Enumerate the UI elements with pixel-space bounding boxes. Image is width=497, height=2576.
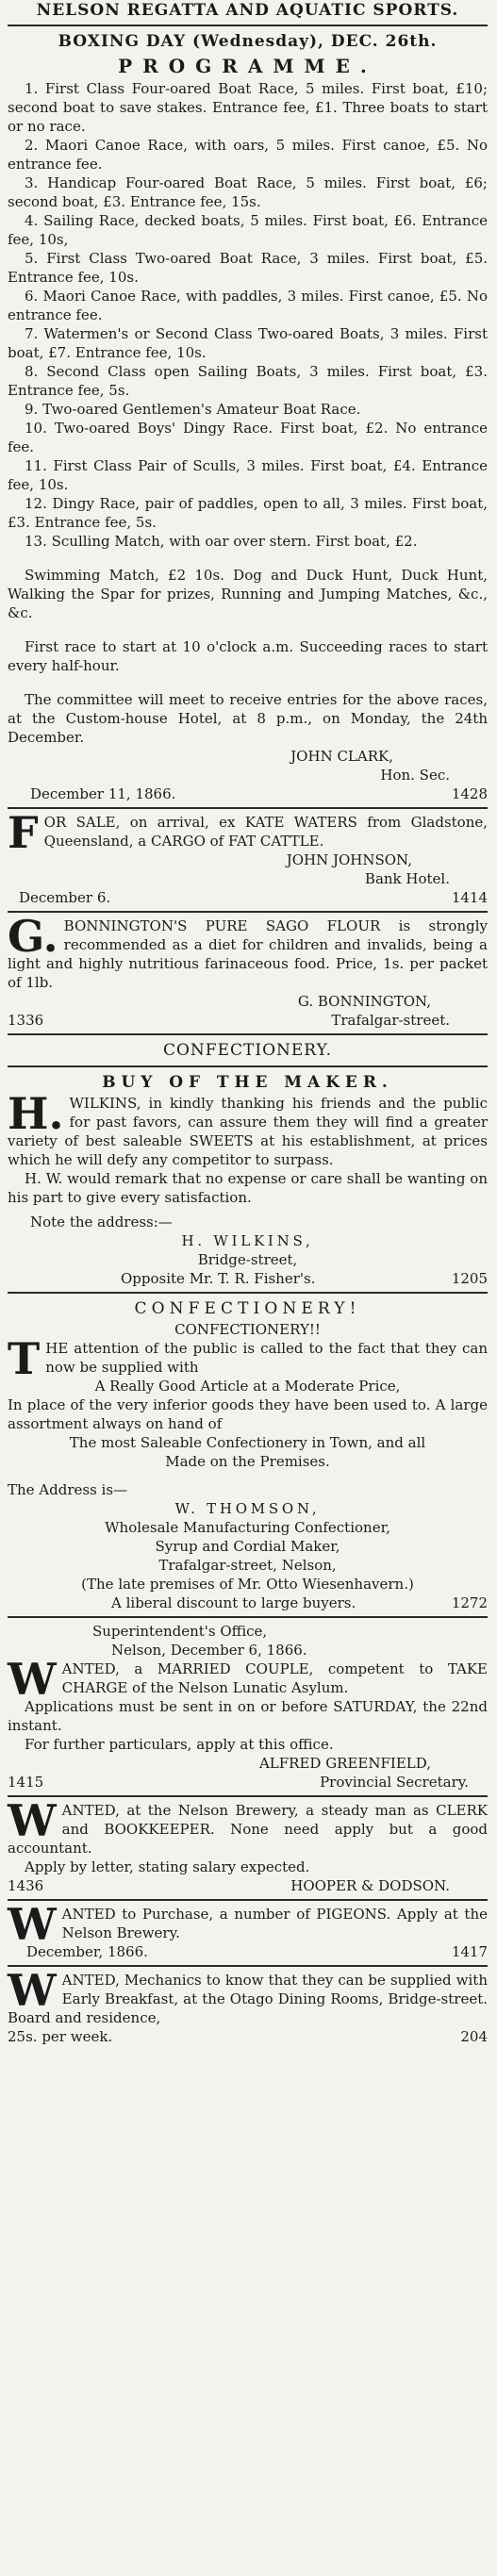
regatta-title: NELSON REGATTA AND AQUATIC SPORTS.: [36, 1, 459, 20]
drop-cap: W: [8, 1795, 57, 1846]
programme-item: 8. Second Class open Sailing Boats, 3 miles. First boat, £3. Entrance fee, 5s.: [8, 363, 488, 399]
divider: [8, 807, 488, 809]
thomson-trade: Wholesale Manufacturing Confectioner,: [105, 1519, 390, 1536]
programme-item: 9. Two-oared Gentlemen's Amateur Boat Race.: [25, 401, 361, 418]
thomson-discount: A liberal discount to large buyers.: [111, 1594, 356, 1611]
drop-cap: T: [8, 1333, 41, 1384]
for-sale-footer: [8, 888, 488, 907]
wilkins-text: WILKINS, in kindly thanking his friends and the public for past favors, can assure them they will find a greater variety of best saleable SWEETS at his establishment, at prices which he will defy any competitor to surpass.: [8, 1095, 488, 1168]
thomson-address-label: The Address is—: [8, 1481, 128, 1498]
wilkins-name: H. WILKINS,: [181, 1232, 314, 1249]
thomson-subheading: CONFECTIONERY!!: [174, 1321, 321, 1338]
programme-item: 6. Maori Canoe Race, with paddles, 3 miles. First canoe, £5. No entrance fee.: [8, 288, 488, 323]
sago-ref-number: 1336: [8, 1012, 44, 1029]
asylum-ref-number: 1415: [8, 1774, 44, 1791]
programme-heading: PROGRAMME.: [118, 55, 377, 77]
wilkins-opposite: Opposite Mr. T. R. Fisher's.: [121, 1270, 316, 1287]
programme-item: 13. Sculling Match, with oar over stern. First boat, £2.: [25, 533, 418, 550]
wilkins-confectionery-advertisement: [8, 1039, 488, 1288]
asylum-signatory: ALFRED GREENFIELD,: [258, 1755, 431, 1772]
thomson-name: W. THOMSON,: [174, 1500, 321, 1517]
divider: [8, 1795, 488, 1797]
mechanics-text: ANTED, Mechanics to know that they can be supplied with Early Breakfast, at the Otago Dining Rooms, Bridge-street. Board and residence,: [8, 1972, 488, 2026]
sago-flour-advertisement: [8, 911, 488, 1030]
programme-item: 7. Watermen's or Second Class Two-oared Boats, 3 miles. First boat, £7. Entrance fee, 10s.: [8, 325, 488, 361]
programme-item: 3. Handicap Four-oared Boat Race, 5 miles. First boat, £6; second boat, £3. Entrance fee, 15s.: [8, 174, 488, 210]
for-sale-date: December 6.: [19, 889, 111, 906]
drop-cap: W: [8, 1899, 57, 1950]
for-sale-ref-number: 1414: [451, 889, 488, 906]
asylum-text-2: Applications must be sent in on or before SATURDAY, the 22nd instant.: [8, 1698, 488, 1734]
for-sale-signatory: JOHN JOHNSON,: [286, 851, 412, 868]
wilkins-ref-number: 1205: [451, 1270, 488, 1287]
asylum-office: Superintendent's Office,: [92, 1623, 268, 1640]
divider: [8, 1965, 488, 1967]
drop-cap: H.: [8, 1088, 64, 1139]
mechanics-advertisement: [8, 1965, 488, 2046]
programme-item: 11. First Class Pair of Sculls, 3 miles. First boat, £4. Entrance fee, 10s.: [8, 457, 488, 493]
regatta-start-times: First race to start at 10 o'clock a.m. Succeeding races to start every half-hour.: [8, 638, 488, 674]
for-sale-text: OR SALE, on arrival, ex KATE WATERS from Gladstone, Queensland, a CARGO of FAT CATTLE.: [43, 814, 488, 850]
sago-address: Trafalgar-street.: [331, 1012, 450, 1029]
pigeons-date: December, 1866.: [26, 1943, 148, 1960]
asylum-footer: [8, 1773, 488, 1792]
regatta-signatory-title: Hon. Sec.: [380, 767, 450, 784]
sago-footer: [8, 1011, 488, 1030]
programme-item: 5. First Class Two-oared Boat Race, 3 miles. First boat, £5. Entrance fee, 10s.: [8, 250, 488, 286]
pigeons-ref-number: 1417: [451, 1943, 488, 1960]
thomson-line: The most Saleable Confectionery in Town, and all: [69, 1434, 426, 1451]
thomson-premises: (The late premises of Mr. Otto Wiesenhavern.): [81, 1576, 414, 1593]
brewery-clerk-text-2: Apply by letter, stating salary expected.: [25, 1858, 310, 1875]
thomson-line: Made on the Premises.: [165, 1453, 330, 1470]
divider: [8, 1899, 488, 1901]
divider: [8, 1616, 488, 1618]
programme-item: 12. Dingy Race, pair of paddles, open to all, 3 miles. First boat, £3. Entrance fee, 5s.: [8, 495, 488, 531]
asylum-text: ANTED, a MARRIED COUPLE, competent to TAKE CHARGE of the Nelson Lunatic Asylum.: [61, 1660, 488, 1696]
asylum-text-3: For further particulars, apply at this office.: [25, 1736, 334, 1753]
mechanics-ref-number: 204: [460, 2028, 488, 2045]
regatta-date-line: BOXING DAY (Wednesday), DEC. 26th.: [58, 32, 438, 51]
programme-item: 2. Maori Canoe Race, with oars, 5 miles. First canoe, £5. No entrance fee.: [8, 137, 488, 173]
regatta-committee-note: The committee will meet to receive entries for the above races, at the Custom-house Hotel, at 8 p.m., on Monday, the 24th December.: [8, 691, 488, 746]
mechanics-price: 25s. per week.: [8, 2028, 113, 2045]
wilkins-street: Bridge-street,: [197, 1251, 298, 1268]
wilkins-text-2: H. W. would remark that no expense or care shall be wanting on his part to give every satisfaction.: [8, 1170, 488, 1206]
thomson-heading: CONFECTIONERY!: [134, 1299, 361, 1318]
wilkins-subheading: BUY OF THE MAKER.: [102, 1073, 393, 1092]
thomson-line: HE attention of the public is called to the fact that they can now be supplied with: [45, 1340, 488, 1376]
drop-cap: G.: [8, 911, 58, 962]
divider: [8, 1065, 488, 1067]
thomson-line: In place of the very inferior goods they have been used to. A large assortment always on hand of: [8, 1396, 488, 1432]
asylum-signatory-title: Provincial Secretary.: [320, 1774, 469, 1791]
thomson-line: A Really Good Article at a Moderate Price,: [94, 1378, 401, 1395]
sago-signatory: G. BONNINGTON,: [297, 993, 431, 1010]
wilkins-heading: CONFECTIONERY.: [162, 1041, 333, 1060]
regatta-footer: [8, 784, 488, 803]
regatta-advertisement: [8, 0, 488, 803]
regatta-extras: Swimming Match, £2 10s. Dog and Duck Hunt, Duck Hunt, Walking the Spar for prizes, Running and Jumping Matches, &c., &c.: [8, 567, 488, 621]
drop-cap: W: [8, 1965, 57, 2016]
brewery-clerk-signatory: HOOPER & DODSON.: [290, 1877, 450, 1894]
programme-item: 4. Sailing Race, decked boats, 5 miles. First boat, £6. Entrance fee, 10s,: [8, 212, 488, 248]
thomson-trade-2: Syrup and Cordial Maker,: [155, 1538, 340, 1555]
asylum-date: Nelson, December 6, 1866.: [111, 1642, 307, 1659]
brewery-clerk-text: ANTED, at the Nelson Brewery, a steady man as CLERK and BOOKKEEPER. None need apply but a good accountant.: [8, 1802, 488, 1857]
mechanics-footer: [8, 2027, 488, 2046]
sago-text: BONNINGTON'S PURE SAGO FLOUR is strongly recommended as a diet for children and invalids, being a light and highly nutritious farinaceous food. Price, 1s. per packet of 1lb.: [8, 917, 488, 991]
divider: [8, 1033, 488, 1035]
brewery-clerk-footer: [8, 1876, 488, 1895]
divider: [8, 911, 488, 913]
programme-item: 10. Two-oared Boys' Dingy Race. First boat, £2. No entrance fee.: [8, 420, 488, 455]
wilkins-footer: [8, 1269, 488, 1288]
programme-list: [8, 79, 488, 551]
divider: [8, 1292, 488, 1294]
for-sale-advertisement: [8, 807, 488, 907]
asylum-advertisement: [8, 1622, 488, 1792]
wilkins-note: Note the address:—: [30, 1214, 173, 1230]
brewery-clerk-ref-number: 1436: [8, 1877, 44, 1894]
thomson-footer: [8, 1593, 488, 1612]
regatta-signatory: JOHN CLARK,: [290, 748, 393, 765]
drop-cap: W: [8, 1654, 57, 1705]
for-sale-signatory-sub: Bank Hotel.: [364, 870, 450, 887]
divider: [8, 25, 488, 26]
regatta-date: December 11, 1866.: [30, 785, 176, 802]
pigeons-advertisement: [8, 1899, 488, 1961]
programme-item: 1. First Class Four-oared Boat Race, 5 miles. First boat, £10; second boat to save stakes. Entrance fee, £1. Three boats to start or no race.: [8, 80, 488, 135]
drop-cap: F: [8, 807, 39, 858]
thomson-ref-number: 1272: [451, 1594, 488, 1611]
thomson-street: Trafalgar-street, Nelson,: [158, 1557, 337, 1574]
pigeons-text: ANTED to Purchase, a number of PIGEONS. Apply at the Nelson Brewery.: [61, 1906, 488, 1941]
regatta-ref-number: 1428: [451, 785, 488, 802]
pigeons-footer: [8, 1942, 488, 1961]
brewery-clerk-advertisement: [8, 1795, 488, 1895]
thomson-confectionery-advertisement: [8, 1297, 488, 1612]
